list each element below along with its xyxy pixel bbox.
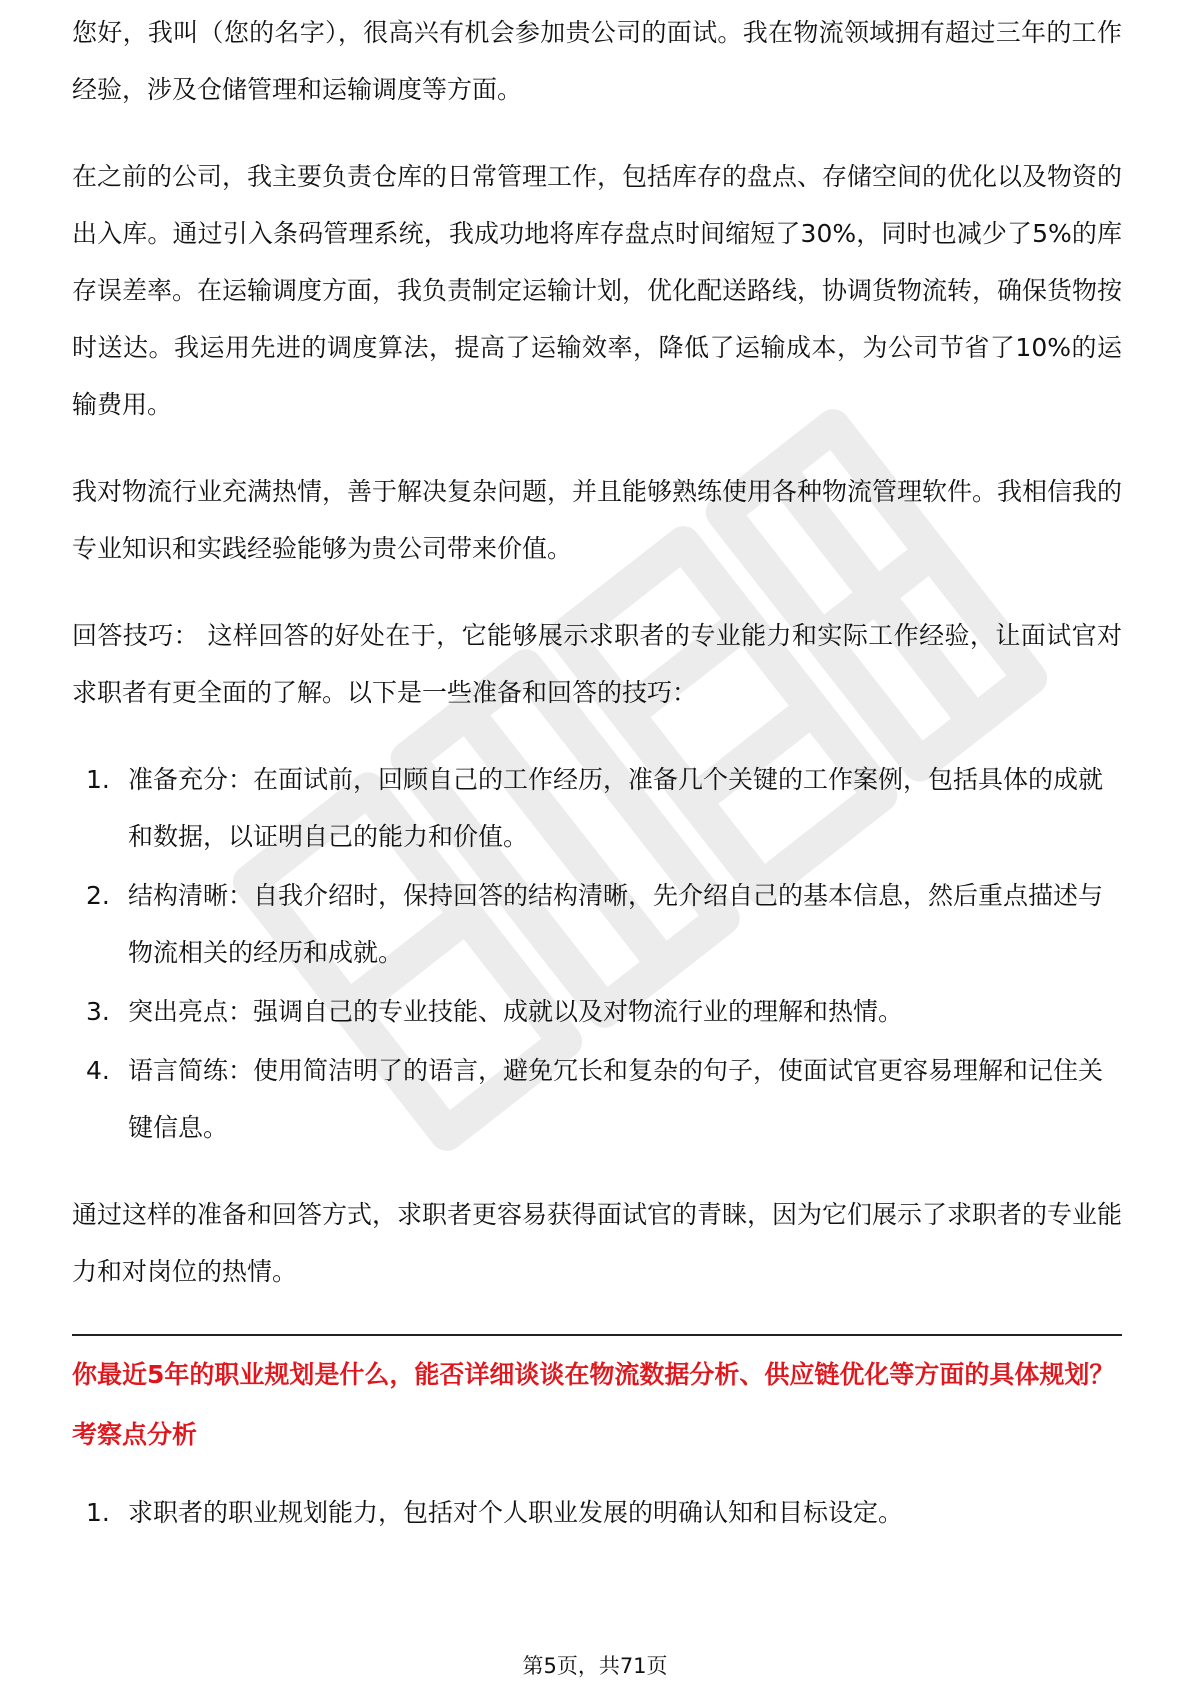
- page-content: [72, 18, 1123, 1571]
- list-item-text: 突出亮点：强调自己的专业技能、成就以及对物流行业的理解和热情。: [128, 997, 904, 1026]
- section-divider: [72, 1334, 1122, 1336]
- paragraph-intro: 您好，我叫（您的名字），很高兴有机会参加贵公司的面试。我在物流领域拥有超过三年的工作经验，涉及仓储管理和运输调度等方面。: [72, 18, 1122, 104]
- analysis-list: [72, 1484, 1122, 1541]
- list-item-number: 2.: [86, 881, 110, 910]
- list-item: [72, 751, 1122, 865]
- list-item-number: 4.: [86, 1056, 110, 1085]
- section-heading: 考察点分析: [72, 1420, 198, 1449]
- list-item-text: 准备充分：在面试前，回顾自己的工作经历，准备几个关键的工作案例，包括具体的成就和数据，以证明自己的能力和价值。: [128, 765, 1104, 851]
- paragraph-passion: 我对物流行业充满热情，善于解决复杂问题，并且能够熟练使用各种物流管理软件。我相信我的专业知识和实践经验能够为贵公司带来价值。: [72, 477, 1123, 563]
- list-item-number: 1.: [86, 765, 110, 794]
- paragraph-closing: 通过这样的准备和回答方式，求职者更容易获得面试官的青睐，因为它们展示了求职者的专业能力和对岗位的热情。: [72, 1200, 1123, 1286]
- paragraph-answer-tips: 回答技巧： 这样回答的好处在于，它能够展示求职者的专业能力和实际工作经验，让面试官对求职者有更全面的了解。以下是一些准备和回答的技巧：: [72, 621, 1122, 707]
- list-item-text: 求职者的职业规划能力，包括对个人职业发展的明确认知和目标设定。: [128, 1498, 904, 1527]
- list-item: [72, 1484, 1122, 1541]
- list-item-text: 语言简练：使用简洁明了的语言，避免冗长和复杂的句子，使面试官更容易理解和记住关键信息。: [128, 1056, 1104, 1142]
- paragraph-experience: 在之前的公司，我主要负责仓库的日常管理工作，包括库存的盘点、存储空间的优化以及物资的出入库。通过引入条码管理系统，我成功地将库存盘点时间缩短了30%，同时也减少了5%的库存误差率。在运输调度方面，我负责制定运输计划，优化配送路线，协调货物流转，确保货物按时送达。我运用先进的调度算法，提高了运输效率，降低了运输成本，为公司节省了10%的运输费用。: [72, 162, 1123, 419]
- list-item-number: 1.: [86, 1498, 110, 1527]
- list-item: [72, 1042, 1122, 1156]
- list-item-text: 结构清晰：自我介绍时，保持回答的结构清晰，先介绍自己的基本信息，然后重点描述与物流相关的经历和成就。: [128, 881, 1104, 967]
- tips-list: [72, 751, 1122, 1156]
- page-number-footer: 第5页，共71页: [522, 1654, 668, 1678]
- list-item: [72, 867, 1122, 981]
- list-item: [72, 983, 1122, 1040]
- list-item-number: 3.: [86, 997, 110, 1026]
- interview-question: 你最近5年的职业规划是什么，能否详细谈谈在物流数据分析、供应链优化等方面的具体规划？: [72, 1360, 1115, 1389]
